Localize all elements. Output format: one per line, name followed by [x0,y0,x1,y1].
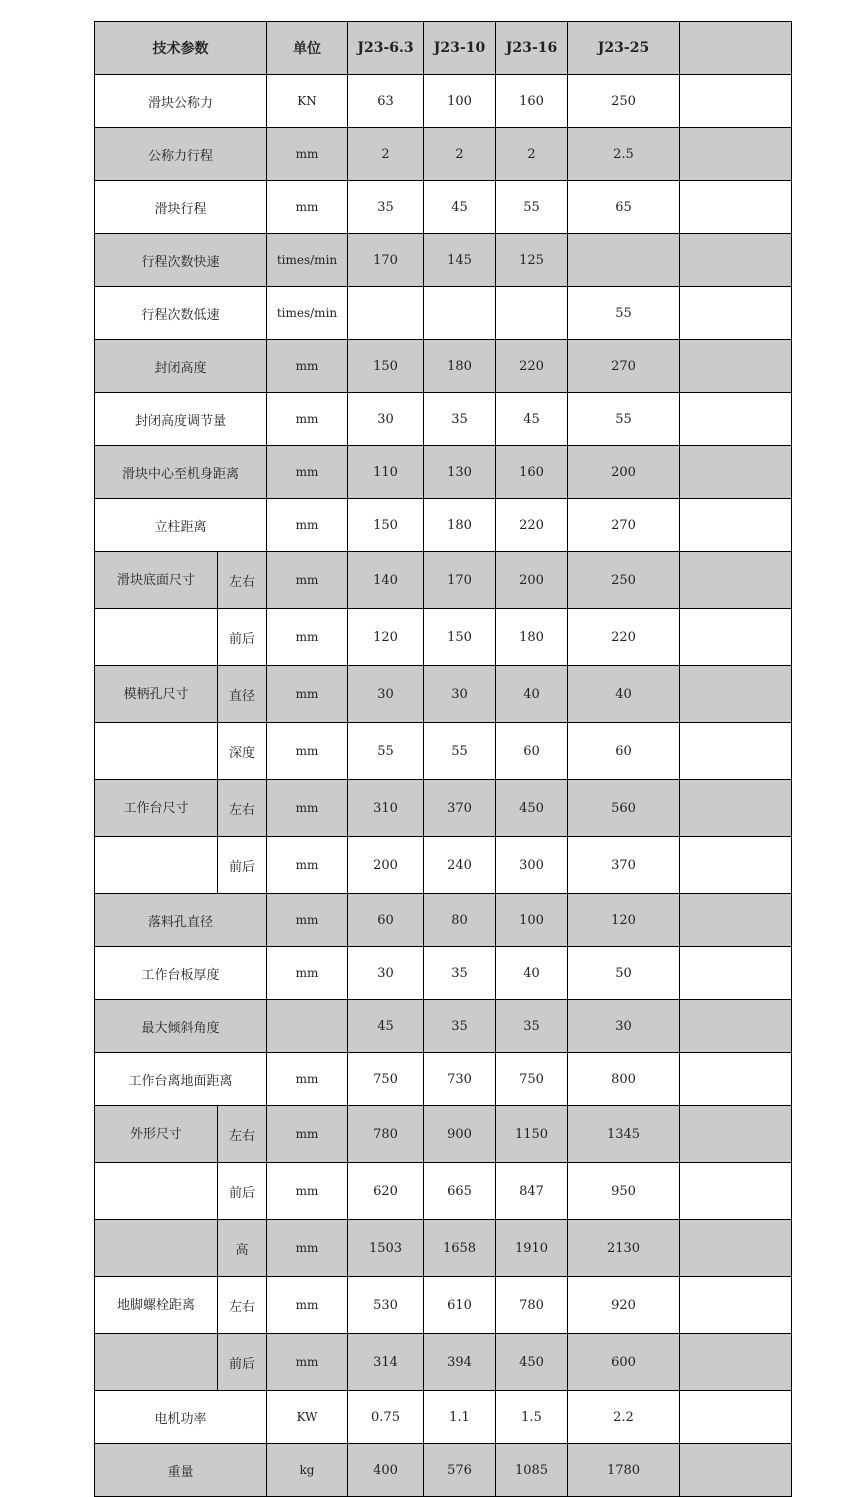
param-name [95,837,218,894]
header-model: J23-16 [496,22,568,75]
value-cell: 220 [568,609,680,666]
value-cell: 314 [348,1334,424,1391]
param-subname: 前后 [218,1334,267,1391]
unit-cell: mm [267,1163,348,1220]
unit-cell: kg [267,1444,348,1497]
extra-cell [680,1391,792,1444]
param-subname: 高 [218,1220,267,1277]
value-cell: 1780 [568,1444,680,1497]
extra-cell [680,1000,792,1053]
value-cell: 310 [348,780,424,837]
value-cell: 2 [496,128,568,181]
value-cell: 35 [424,393,496,446]
unit-cell: mm [267,1334,348,1391]
value-cell: 665 [424,1163,496,1220]
value-cell: 1910 [496,1220,568,1277]
param-name: 工作台板厚度 [95,947,267,1000]
unit-cell: mm [267,947,348,1000]
value-cell: 610 [424,1277,496,1334]
extra-cell [680,340,792,393]
value-cell: 750 [496,1053,568,1106]
value-cell: 1.5 [496,1391,568,1444]
value-cell: 63 [348,75,424,128]
param-name: 公称力行程 [95,128,267,181]
value-cell: 370 [424,780,496,837]
value-cell: 394 [424,1334,496,1391]
value-cell: 35 [424,1000,496,1053]
value-cell: 30 [348,393,424,446]
param-name: 封闭高度 [95,340,267,393]
value-cell: 370 [568,837,680,894]
table-row [95,75,792,128]
value-cell: 100 [424,75,496,128]
param-name: 滑块底面尺寸 [95,552,218,609]
header-model: J23-6.3 [348,22,424,75]
value-cell: 200 [348,837,424,894]
value-cell: 55 [348,723,424,780]
param-name: 落料孔直径 [95,894,267,947]
param-subname: 前后 [218,609,267,666]
unit-cell: mm [267,723,348,780]
extra-cell [680,1444,792,1497]
table-row [95,1106,792,1163]
extra-cell [680,75,792,128]
unit-cell: mm [267,609,348,666]
table-row [95,234,792,287]
table-row [95,1220,792,1277]
value-cell: 80 [424,894,496,947]
table-row [95,1053,792,1106]
table-row [95,1277,792,1334]
unit-cell: mm [267,446,348,499]
value-cell [568,234,680,287]
value-cell: 45 [496,393,568,446]
value-cell: 560 [568,780,680,837]
param-subname: 左右 [218,1106,267,1163]
value-cell: 40 [496,947,568,1000]
unit-cell: mm [267,1053,348,1106]
value-cell: 145 [424,234,496,287]
value-cell: 600 [568,1334,680,1391]
table-row [95,128,792,181]
extra-cell [680,234,792,287]
value-cell: 220 [496,499,568,552]
extra-cell [680,446,792,499]
value-cell: 30 [424,666,496,723]
value-cell: 35 [348,181,424,234]
value-cell: 1085 [496,1444,568,1497]
extra-cell [680,181,792,234]
value-cell: 1658 [424,1220,496,1277]
value-cell: 450 [496,1334,568,1391]
param-name: 外形尺寸 [95,1106,218,1163]
param-name: 地脚螺栓距离 [95,1277,218,1334]
value-cell: 950 [568,1163,680,1220]
table-row [95,340,792,393]
param-name [95,1220,218,1277]
value-cell [496,287,568,340]
value-cell: 180 [424,499,496,552]
param-name [95,609,218,666]
header-param: 技术参数 [95,22,267,75]
extra-cell [680,1163,792,1220]
table-row [95,446,792,499]
value-cell: 2 [424,128,496,181]
table-row [95,894,792,947]
param-name [95,1163,218,1220]
value-cell: 2.5 [568,128,680,181]
param-name: 模柄孔尺寸 [95,666,218,723]
header-unit: 单位 [267,22,348,75]
value-cell: 2130 [568,1220,680,1277]
value-cell: 120 [348,609,424,666]
param-subname: 前后 [218,837,267,894]
value-cell: 50 [568,947,680,1000]
table-row [95,837,792,894]
value-cell [424,287,496,340]
value-cell: 250 [568,75,680,128]
extra-cell [680,1334,792,1391]
table-row [95,181,792,234]
value-cell: 200 [496,552,568,609]
value-cell: 60 [496,723,568,780]
unit-cell: mm [267,340,348,393]
value-cell: 270 [568,340,680,393]
unit-cell [267,1000,348,1053]
value-cell: 45 [424,181,496,234]
value-cell: 1150 [496,1106,568,1163]
unit-cell: mm [267,393,348,446]
value-cell: 110 [348,446,424,499]
value-cell: 730 [424,1053,496,1106]
extra-cell [680,947,792,1000]
value-cell: 40 [568,666,680,723]
value-cell: 45 [348,1000,424,1053]
unit-cell: mm [267,837,348,894]
extra-cell [680,552,792,609]
extra-cell [680,894,792,947]
unit-cell: mm [267,181,348,234]
value-cell: 530 [348,1277,424,1334]
header-model: J23-10 [424,22,496,75]
extra-cell [680,393,792,446]
value-cell: 130 [424,446,496,499]
param-subname: 深度 [218,723,267,780]
unit-cell: mm [267,666,348,723]
param-name [95,723,218,780]
value-cell: 847 [496,1163,568,1220]
table-row [95,780,792,837]
param-name: 重量 [95,1444,267,1497]
value-cell: 900 [424,1106,496,1163]
value-cell: 1345 [568,1106,680,1163]
value-cell: 2 [348,128,424,181]
value-cell: 60 [348,894,424,947]
table-row [95,609,792,666]
param-name: 行程次数低速 [95,287,267,340]
table-row [95,499,792,552]
param-name: 立柱距离 [95,499,267,552]
value-cell: 35 [496,1000,568,1053]
value-cell: 270 [568,499,680,552]
value-cell: 800 [568,1053,680,1106]
extra-cell [680,837,792,894]
spec-table [94,21,792,1497]
unit-cell: mm [267,1220,348,1277]
value-cell: 30 [348,947,424,1000]
param-subname: 左右 [218,552,267,609]
value-cell: 450 [496,780,568,837]
value-cell: 220 [496,340,568,393]
param-subname: 直径 [218,666,267,723]
table-row [95,1334,792,1391]
extra-cell [680,780,792,837]
value-cell: 1503 [348,1220,424,1277]
value-cell: 780 [348,1106,424,1163]
table-row [95,666,792,723]
unit-cell: mm [267,1277,348,1334]
extra-cell [680,1220,792,1277]
param-name: 封闭高度调节量 [95,393,267,446]
table-row [95,723,792,780]
unit-cell: mm [267,1106,348,1163]
value-cell: 55 [568,287,680,340]
param-subname: 左右 [218,1277,267,1334]
value-cell: 170 [424,552,496,609]
table-row [95,947,792,1000]
extra-cell [680,128,792,181]
table-row [95,1391,792,1444]
param-subname: 左右 [218,780,267,837]
value-cell: 100 [496,894,568,947]
value-cell: 40 [496,666,568,723]
value-cell: 780 [496,1277,568,1334]
extra-cell [680,287,792,340]
unit-cell: KW [267,1391,348,1444]
value-cell: 120 [568,894,680,947]
value-cell: 150 [348,499,424,552]
param-name: 滑块中心至机身距离 [95,446,267,499]
value-cell: 920 [568,1277,680,1334]
table-row [95,1444,792,1497]
value-cell: 180 [496,609,568,666]
table-row [95,1163,792,1220]
param-name: 滑块行程 [95,181,267,234]
value-cell: 60 [568,723,680,780]
extra-cell [680,1106,792,1163]
value-cell: 125 [496,234,568,287]
value-cell: 400 [348,1444,424,1497]
value-cell: 2.2 [568,1391,680,1444]
table-row [95,552,792,609]
value-cell: 1.1 [424,1391,496,1444]
extra-cell [680,723,792,780]
table-row [95,393,792,446]
value-cell: 250 [568,552,680,609]
header-model: J23-25 [568,22,680,75]
param-name: 最大倾斜角度 [95,1000,267,1053]
param-name: 电机功率 [95,1391,267,1444]
value-cell [348,287,424,340]
value-cell: 170 [348,234,424,287]
value-cell: 150 [424,609,496,666]
value-cell: 576 [424,1444,496,1497]
value-cell: 30 [568,1000,680,1053]
table-header-row [95,22,792,75]
value-cell: 180 [424,340,496,393]
extra-cell [680,609,792,666]
unit-cell: mm [267,499,348,552]
unit-cell: times/min [267,287,348,340]
value-cell: 140 [348,552,424,609]
unit-cell: mm [267,780,348,837]
unit-cell: mm [267,128,348,181]
param-name: 工作台离地面距离 [95,1053,267,1106]
value-cell: 160 [496,446,568,499]
unit-cell: mm [267,552,348,609]
unit-cell: mm [267,894,348,947]
param-name [95,1334,218,1391]
unit-cell: times/min [267,234,348,287]
param-subname: 前后 [218,1163,267,1220]
value-cell: 30 [348,666,424,723]
table-row [95,287,792,340]
extra-cell [680,499,792,552]
param-name: 滑块公称力 [95,75,267,128]
header-extra [680,22,792,75]
value-cell: 65 [568,181,680,234]
table-row [95,1000,792,1053]
value-cell: 160 [496,75,568,128]
value-cell: 200 [568,446,680,499]
value-cell: 35 [424,947,496,1000]
value-cell: 55 [424,723,496,780]
unit-cell: KN [267,75,348,128]
value-cell: 620 [348,1163,424,1220]
extra-cell [680,1053,792,1106]
extra-cell [680,666,792,723]
value-cell: 0.75 [348,1391,424,1444]
value-cell: 55 [496,181,568,234]
value-cell: 150 [348,340,424,393]
value-cell: 240 [424,837,496,894]
value-cell: 750 [348,1053,424,1106]
param-name: 工作台尺寸 [95,780,218,837]
extra-cell [680,1277,792,1334]
value-cell: 300 [496,837,568,894]
value-cell: 55 [568,393,680,446]
param-name: 行程次数快速 [95,234,267,287]
